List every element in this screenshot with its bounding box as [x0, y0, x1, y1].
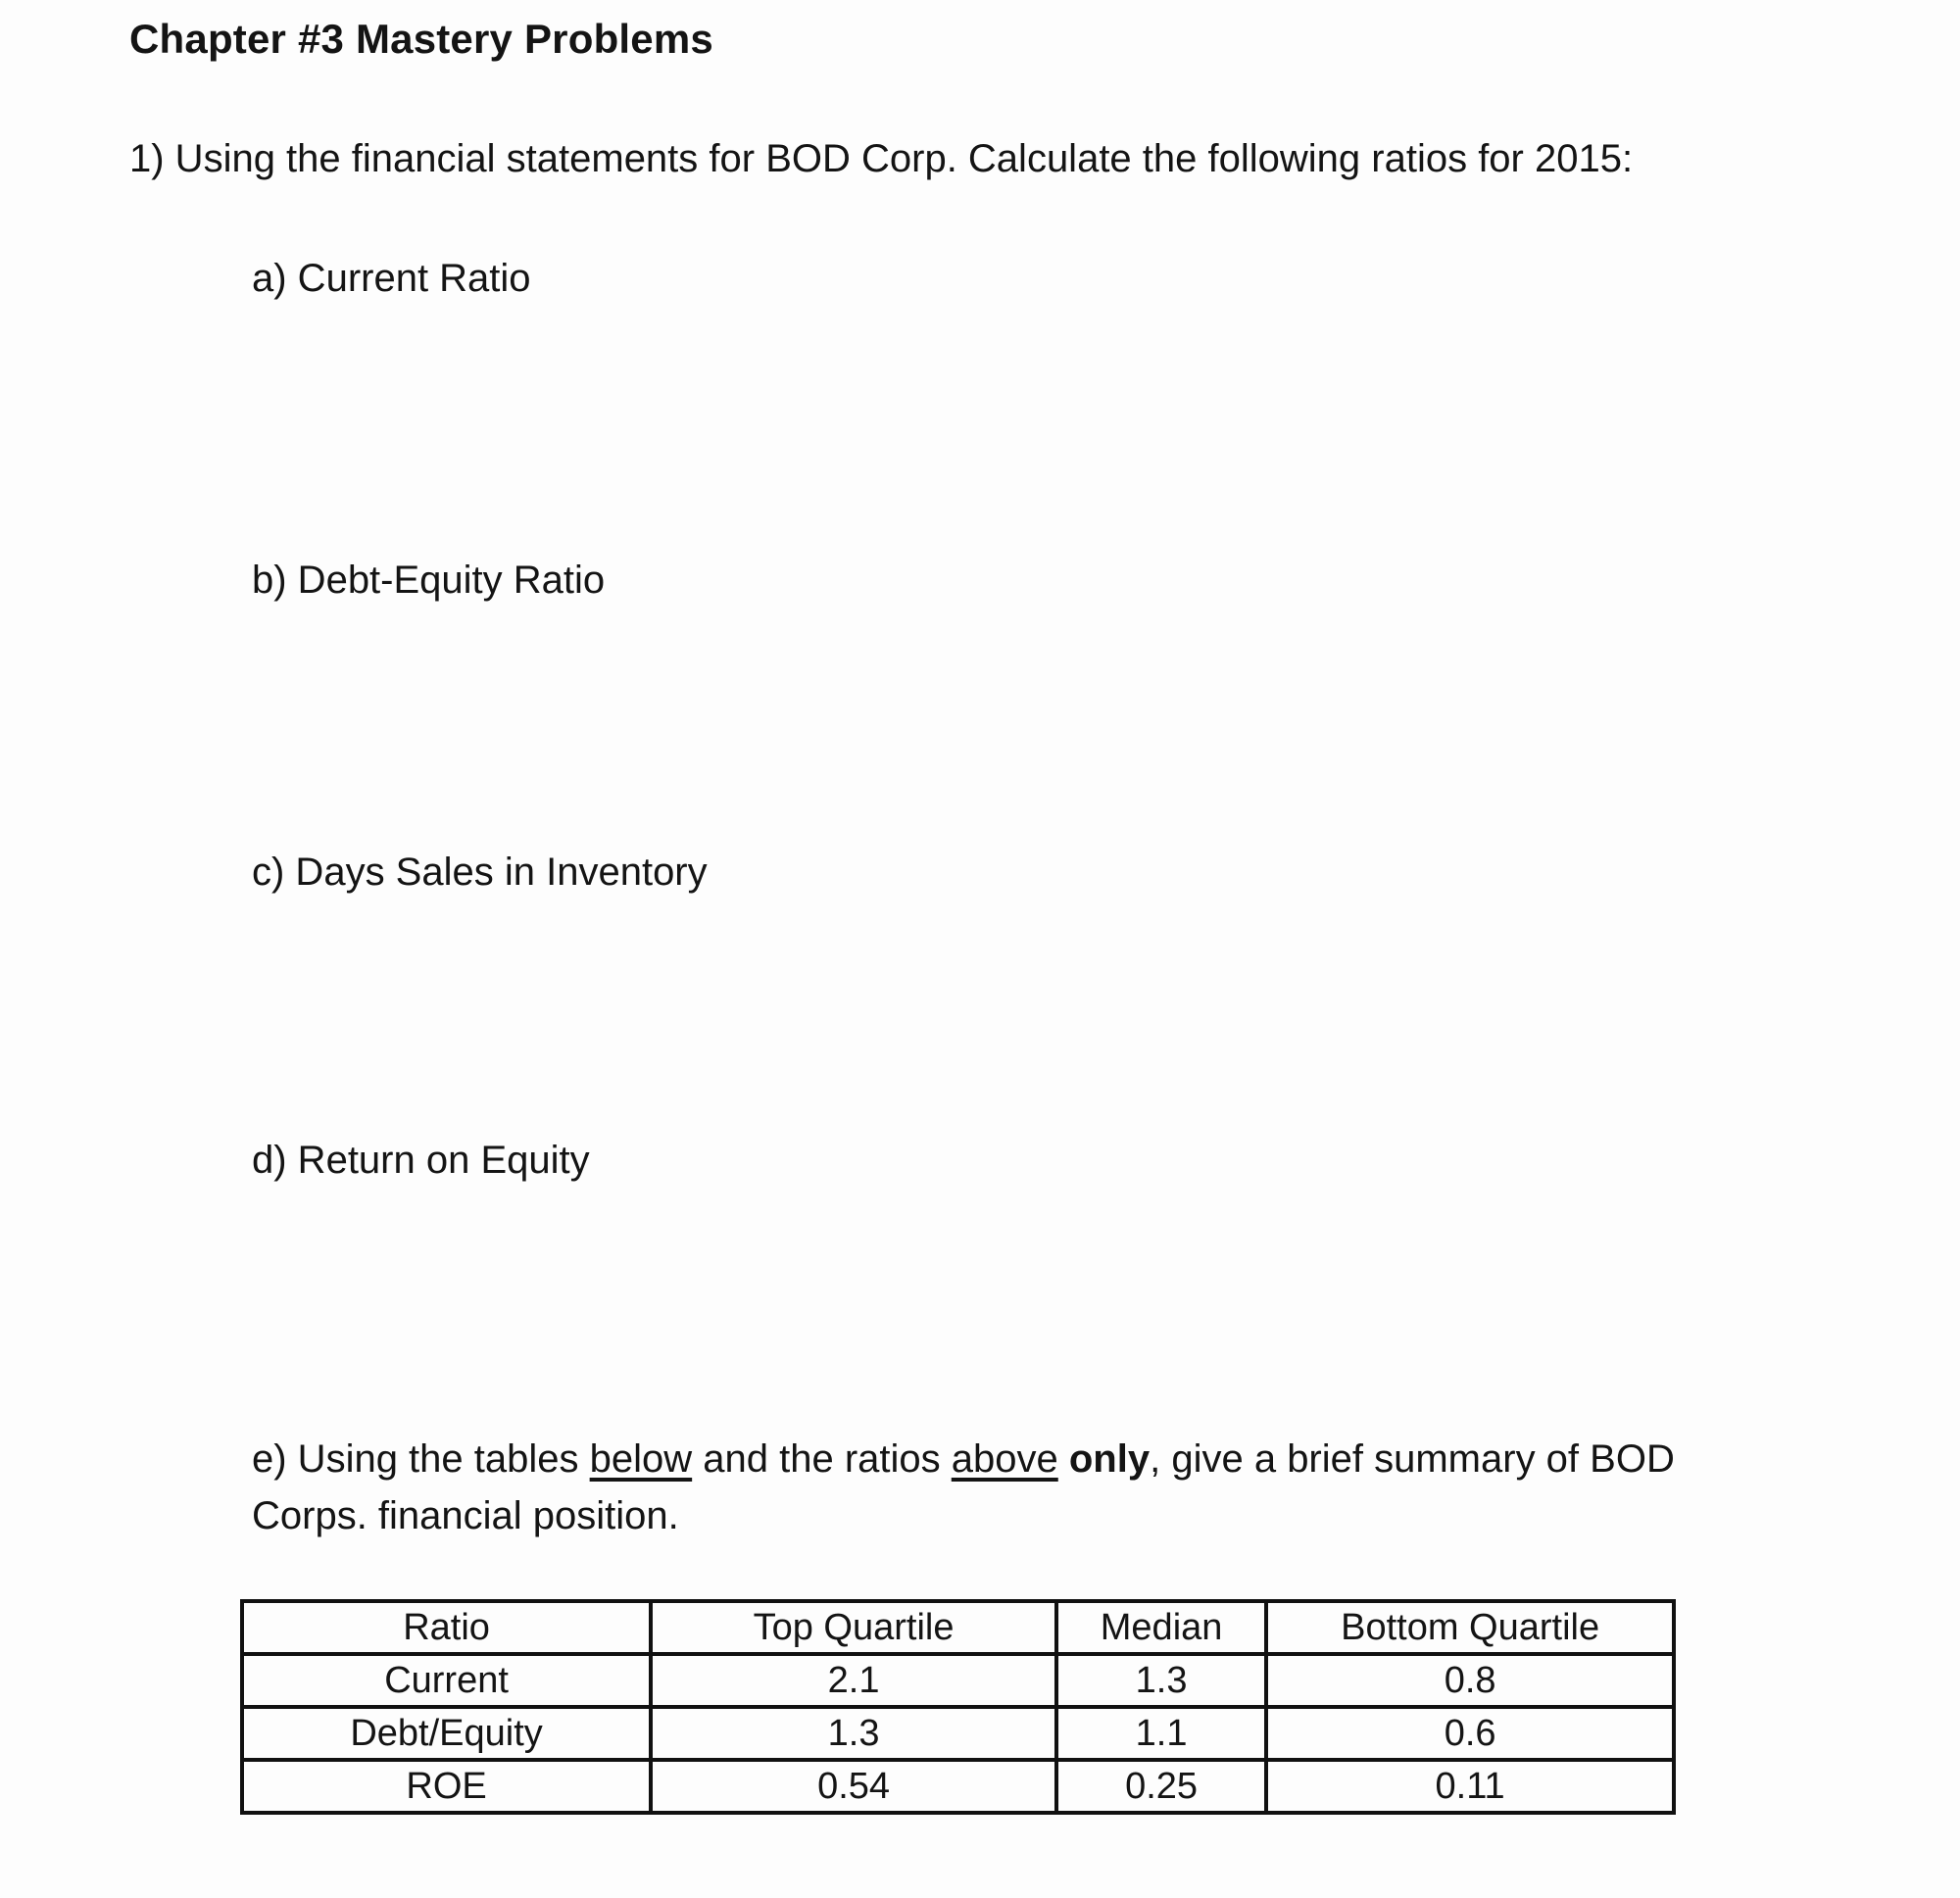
quartile-table	[240, 1599, 1676, 1815]
table-row	[242, 1654, 1674, 1707]
cell-ratio: ROE	[242, 1760, 651, 1813]
cell-bottom-quartile: 0.6	[1266, 1707, 1674, 1760]
part-e-text-2: and the ratios	[692, 1437, 952, 1481]
cell-bottom-quartile: 0.11	[1266, 1760, 1674, 1813]
header-median: Median	[1056, 1601, 1266, 1654]
cell-median: 0.25	[1056, 1760, 1266, 1813]
cell-median: 1.1	[1056, 1707, 1266, 1760]
part-e-below: below	[589, 1437, 693, 1481]
part-b-debt-equity-ratio: b) Debt-Equity Ratio	[252, 559, 606, 602]
part-d-return-on-equity: d) Return on Equity	[252, 1139, 590, 1182]
part-e-summary-question	[252, 1431, 1722, 1544]
table-row	[242, 1760, 1674, 1813]
part-e-text-3	[1058, 1437, 1069, 1481]
part-e-only: only	[1068, 1437, 1151, 1481]
header-ratio: Ratio	[242, 1601, 651, 1654]
cell-top-quartile: 2.1	[651, 1654, 1056, 1707]
table-header-row	[242, 1601, 1674, 1654]
part-a-current-ratio: a) Current Ratio	[252, 257, 531, 300]
header-top-quartile: Top Quartile	[651, 1601, 1056, 1654]
cell-top-quartile: 1.3	[651, 1707, 1056, 1760]
part-c-days-sales-in-inventory: c) Days Sales in Inventory	[252, 851, 708, 894]
cell-median: 1.3	[1056, 1654, 1266, 1707]
cell-top-quartile: 0.54	[651, 1760, 1056, 1813]
part-e-text-4: , give a brief summary of BOD Corps. financial position.	[252, 1437, 1675, 1537]
question-1: 1) Using the financial statements for BOD Corp. Calculate the following ratios for 2015:	[129, 137, 1634, 180]
page-title: Chapter #3 Mastery Problems	[129, 16, 713, 62]
cell-ratio: Current	[242, 1654, 651, 1707]
cell-bottom-quartile: 0.8	[1266, 1654, 1674, 1707]
part-e-above: above	[951, 1437, 1058, 1481]
table-row	[242, 1707, 1674, 1760]
header-bottom-quartile: Bottom Quartile	[1266, 1601, 1674, 1654]
part-e-text-1: e) Using the tables	[252, 1437, 590, 1481]
cell-ratio: Debt/Equity	[242, 1707, 651, 1760]
